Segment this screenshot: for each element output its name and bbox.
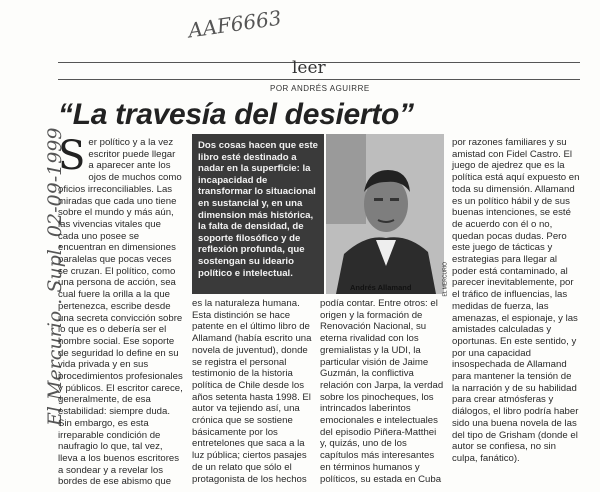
drop-cap: S [58,133,86,179]
article-column-2 [192,298,317,485]
article-column-3 [320,298,445,485]
byline: POR ANDRÉS AGUIRRE [270,84,370,93]
column-4-text: por razones familiares y su amistad con Fidel Castro. El juego de ajedrez que es la política está aquí expuesto en toda su dimensión. Allamand es un político hábil y de sus buenas intenciones, se esté de acuerdo con él o no, quedan pocas dudas. Pero este juego de tácticas y estrategias para llegar al poder está contaminado, al parecer inevitablemente, por el tráfico de influencias, las medidas de fuerza, las amenazas, el espionaje, y las amistades calculadas y oportunas. En este sentido, y por una capacidad insospechada de Allamand para mantener la tensión de la narración y de su habilidad para crear atmósferas y diálogos, el libro podría haber sido una buena novela de las del tipo de Grisham (donde el autor se confiesa, no sin culpa, fanático). [452,137,580,464]
portrait-illustration [326,134,444,294]
headline: “La travesía del desierto” [58,98,414,131]
photo-caption: Andrés Allamand [350,283,412,292]
article-column-4 [452,137,580,465]
article-column-1 [58,133,183,488]
column-2-text: es la naturaleza humana. Esta distinción se hace patente en el último libro de Allamand (había escrito una novela de juventud), donde se registra el personal testimonio de la historia política de Chile desde los años setenta hasta 1998. El autor va tejiendo así, una crónica que se sostiene básicamente por los entretelones que saca a la luz pública; ciertos pasajes de un relato que sólo el protagonista de los hechos [192,298,312,485]
author-photo [326,134,449,297]
pull-quote-box: Dos cosas hacen que este libro esté destinado a nadar en la superficie: la incapacidad de transformar lo situacional en sustancial y, en una dimension más histórica, la falta de densidad, de soporte filosófico y de reflexión profunda, que sostengan su ideario político e intelectual. [192,134,324,294]
column-3-text: podía contar. Entre otros: el origen y la formación de Renovación Nacional, su eterna rivalidad con los gremialistas y la UDI, la particular visión de Jaime Guzmán, la conflictiva relación con Jarpa, la verdad sobre los pinocheques, los intrincados laberintos emocionales e intelectuales del episodio Piñera-Matthei y, quizás, uno de los capítulos más interesantes en términos humanos y políticos, su estada en Cuba [320,298,444,485]
photo-agency-label: EL MERCURIO [443,262,449,297]
handwritten-archive-code: AAF6663 [186,5,283,43]
header-rule-bottom [58,79,580,80]
handwritten-source-note: El Mercurio . Supl. 02-09-1999 [44,127,66,426]
column-1-text: er político y a la vez escritor puede llegar a aparecer ante los ojos de muchos como oficios irreconciliables. Las miradas que cada uno tiene sobre el mundo y más aún, las vivencias vitales que cada uno posee se encuentran en dimensiones paralelas que pocas veces se cruzan. El político, como una persona de acción, sea cual fuere la orilla a la que pertenezca, escribe desde una secreta convicción sobre lo que es o debería ser el hombre social. Ese soporte de seguridad lo define en su vida privada y en sus procedimientos profesionales y públicos. El escritor carece, generalmente, de esa estabilidad: siempre duda. Sin embargo, es esta irreparable condición de naufragio lo que, tal vez, lleva a los buenos escritores a sondear y a revelar los bordes de ese abismo que [58,137,183,488]
section-title: leer [292,58,326,78]
